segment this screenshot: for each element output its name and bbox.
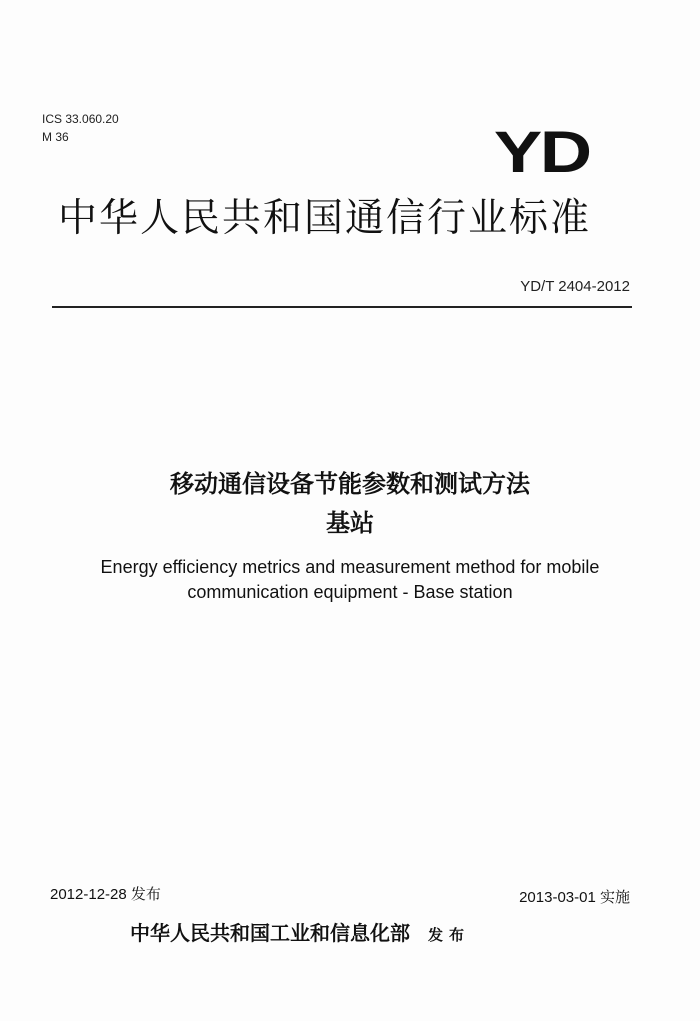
english-title (0, 555, 700, 605)
standard-number: YD/T 2404-2012 (520, 278, 630, 295)
org-title: 中华人民共和国通信行业标准 (58, 196, 592, 241)
classification-block (42, 110, 119, 146)
publish-word: 发布 (428, 926, 471, 944)
issue-date: 2012-12-28 发布 (50, 886, 161, 903)
publisher-line (130, 918, 470, 950)
yd-logo: YD (494, 120, 590, 185)
chinese-subtitle: 基站 (326, 509, 374, 537)
classification-code: M 36 (42, 130, 69, 144)
implementation-date: 2013-03-01 实施 (519, 889, 630, 906)
english-title-line-2: communication equipment - Base station (187, 582, 513, 602)
english-title-line-1: Energy efficiency metrics and measurement method for mobile (100, 557, 600, 577)
header-divider (52, 306, 632, 308)
chinese-title: 移动通信设备节能参数和测试方法 (170, 470, 530, 498)
ics-code: ICS 33.060.20 (42, 112, 119, 126)
publisher-name: 中华人民共和国工业和信息化部 (130, 921, 410, 945)
